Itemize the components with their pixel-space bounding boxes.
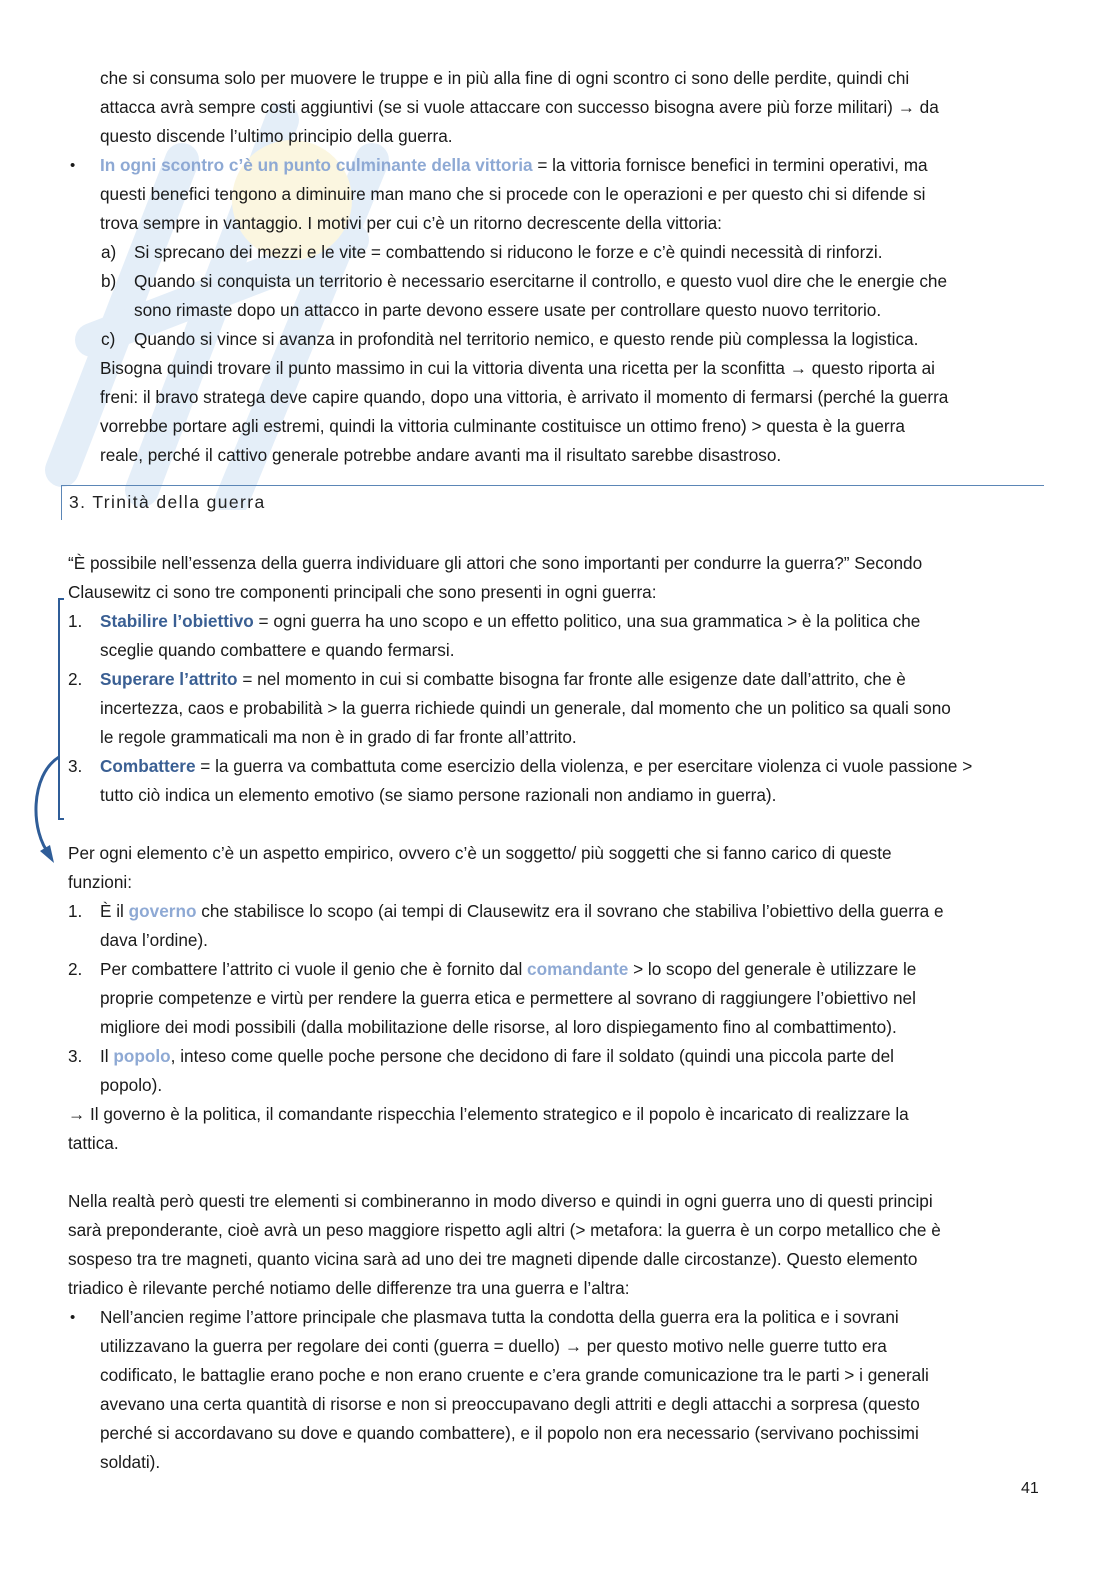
highlight-term: governo: [128, 901, 197, 921]
list-marker: 2.: [68, 959, 83, 979]
text-line: dava l’ordine).: [100, 930, 208, 950]
text-line: trova sempre in vantaggio. I motivi per cui c’è un ritorno decrescente della vittoria:: [100, 213, 722, 233]
text-line: Nella realtà però questi tre elementi si combineranno in modo diverso e quindi in ogni guerra uno di questi principi: [68, 1191, 933, 1211]
bullet-item: • Nell’ancien regime l’attore principale che plasmava tutta la condotta della guerra era la politica e i sovrani: [0, 1303, 1116, 1332]
highlight-term: Combattere: [100, 756, 196, 776]
highlight-term: comandante: [527, 959, 629, 979]
text-line: “È possibile nell’essenza della guerra individuare gli attori che sono importanti per condurre la guerra?” Secondo: [68, 553, 923, 573]
text-line: tutto ciò indica un elemento emotivo (se siamo persone razionali non andiamo in guerra).: [100, 785, 777, 805]
text-line: triadico è rilevante perché notiamo delle differenze tra una guerra e l’altra:: [68, 1278, 630, 1298]
bullet-item: • In ogni scontro c’è un punto culminante della vittoria = la vittoria fornisce benefici in termini operativi, ma: [0, 151, 1116, 180]
list-marker: 2.: [68, 669, 83, 689]
list-item: b) Quando si conquista un territorio è necessario esercitarne il controllo, e questo vuol dire che le energie che: [0, 267, 1116, 296]
text-line: funzioni:: [68, 872, 133, 892]
text-line: codificato, le battaglie erano poche e non erano cruente e c’era grande comunicazione tra le parti > i generali: [100, 1365, 929, 1385]
arrow-glyph: →: [564, 1336, 582, 1356]
list-marker: 1.: [68, 901, 83, 921]
text-line: questo discende l’ultimo principio della guerra.: [100, 126, 453, 146]
text-line: sceglie quando combattere e quando fermarsi.: [100, 640, 455, 660]
list-item: c) Quando si vince si avanza in profondità nel territorio nemico, e questo rende più complessa la logistica.: [0, 325, 1116, 354]
list-marker: 1.: [68, 611, 83, 631]
list-item: a) Si sprecano dei mezzi e le vite = combattendo si riducono le forze e c’è quindi necessità di rinforzi.: [0, 238, 1116, 267]
text-line: utilizzavano la guerra per regolare dei conti (guerra = duello) → per questo motivo nelle guerre tutto era: [100, 1336, 887, 1356]
text-line: che si consuma solo per muovere le truppe e in più alla fine di ogni scontro ci sono delle perdite, quindi chi: [100, 68, 910, 88]
highlight-term: Stabilire l’obiettivo: [100, 611, 254, 631]
text-line: Per ogni elemento c’è un aspetto empirico, ovvero c’è un soggetto/ più soggetti che si fanno carico di queste: [68, 843, 892, 863]
arrow-glyph: →: [68, 1104, 86, 1124]
page-number: 41: [1021, 1480, 1039, 1497]
text-line: perché si accordavano su dove e quando combattere), e il popolo non era necessario (servivano pochissimi: [100, 1423, 919, 1443]
section-heading: 3. Trinità della guerra: [61, 485, 1044, 520]
text-line: avevano una certa quantità di risorse e non si preoccupavano degli attriti e degli attacchi a sorpresa (questo: [100, 1394, 920, 1414]
list-item: 2. Per combattere l’attrito ci vuole il genio che è fornito dal comandante > lo scopo del generale è utilizzare le: [0, 955, 1116, 984]
text-line: vorrebbe portare agli estremi, quindi la vittoria culminante costituisce un ottimo freno) > questa è la guerra: [100, 416, 905, 436]
text-line: popolo).: [100, 1075, 163, 1095]
text-line: proprie competenze e virtù per rendere la guerra etica e permettere al sovrano di raggiungere l’obiettivo nel: [100, 988, 916, 1008]
text-line: sono rimaste dopo un attacco in parte devono essere usate per controllare questo nuovo territorio.: [134, 300, 882, 320]
highlight-term: Superare l’attrito: [100, 669, 238, 689]
text-line: sarà preponderante, cioè avrà un peso maggiore rispetto agli altri (> metafora: la guerra è un corpo metallico che è: [68, 1220, 941, 1240]
text-line: incertezza, caos e probabilità > la guerra richiede quindi un generale, dal momento che un politico sa quali sono: [100, 698, 951, 718]
highlight-term: popolo: [113, 1046, 171, 1066]
text-line: le regole grammaticali ma non è in grado di far fronte all’attrito.: [100, 727, 577, 747]
text-line: Clausewitz ci sono tre componenti principali che sono presenti in ogni guerra:: [68, 582, 657, 602]
list-marker: 3.: [68, 756, 83, 776]
list-item: 2. Superare l’attrito = nel momento in cui si combatte bisogna far fronte alle esigenze date dall’attrito, che è: [0, 665, 1116, 694]
text-line: → Il governo è la politica, il comandante rispecchia l’elemento strategico e il popolo è incaricato di realizzare la: [68, 1104, 909, 1124]
list-item: 1. È il governo che stabilisce lo scopo (ai tempi di Clausewitz era il sovrano che stabiliva l’obiettivo della guerra e: [0, 897, 1116, 926]
list-item: 1. Stabilire l’obiettivo = ogni guerra ha uno scopo e un effetto politico, una sua grammatica > è la politica che: [0, 607, 1116, 636]
arrow-glyph: →: [897, 97, 915, 117]
text-line: Bisogna quindi trovare il punto massimo in cui la vittoria diventa una ricetta per la sconfitta → questo riporta ai: [100, 358, 935, 378]
list-marker: b): [101, 271, 117, 291]
highlight-term: In ogni scontro c’è un punto culminante della vittoria: [100, 155, 533, 175]
list-item: 3. Il popolo, inteso come quelle poche persone che decidono di fare il soldato (quindi una piccola parte del: [0, 1042, 1116, 1071]
text-line: questi benefici tengono a diminuire man mano che si procede con le operazioni e per questo chi si difende si: [100, 184, 926, 204]
text-line: tattica.: [68, 1133, 119, 1153]
list-item: 3. Combattere = la guerra va combattuta come esercizio della violenza, e per esercitare violenza ci vuole passione >: [0, 752, 1116, 781]
page-content: [0, 64, 1116, 1477]
list-marker: a): [101, 242, 117, 262]
bullet-marker: •: [70, 157, 76, 174]
arrow-glyph: →: [789, 358, 807, 378]
list-marker: c): [101, 329, 116, 349]
text-line: freni: il bravo stratega deve capire quando, dopo una vittoria, è arrivato il momento di fermarsi (perché la guerra: [100, 387, 949, 407]
bullet-marker: •: [70, 1309, 76, 1326]
text-line: attacca avrà sempre costi aggiuntivi (se si vuole attaccare con successo bisogna avere più forze militari) → da: [100, 97, 939, 117]
text-line: migliore dei modi possibili (dalla mobilitazione delle risorse, al loro dispiegamento fino al combattimento).: [100, 1017, 897, 1037]
list-marker: 3.: [68, 1046, 83, 1066]
text-line: sospeso tra tre magneti, quanto vicina sarà ad uno dei tre magneti dipende dalle circostanze). Questo elemento: [68, 1249, 918, 1269]
text-line: reale, perché il cattivo generale potrebbe andare avanti ma il risultato sarebbe disastroso.: [100, 445, 782, 465]
text-line: soldati).: [100, 1452, 161, 1472]
